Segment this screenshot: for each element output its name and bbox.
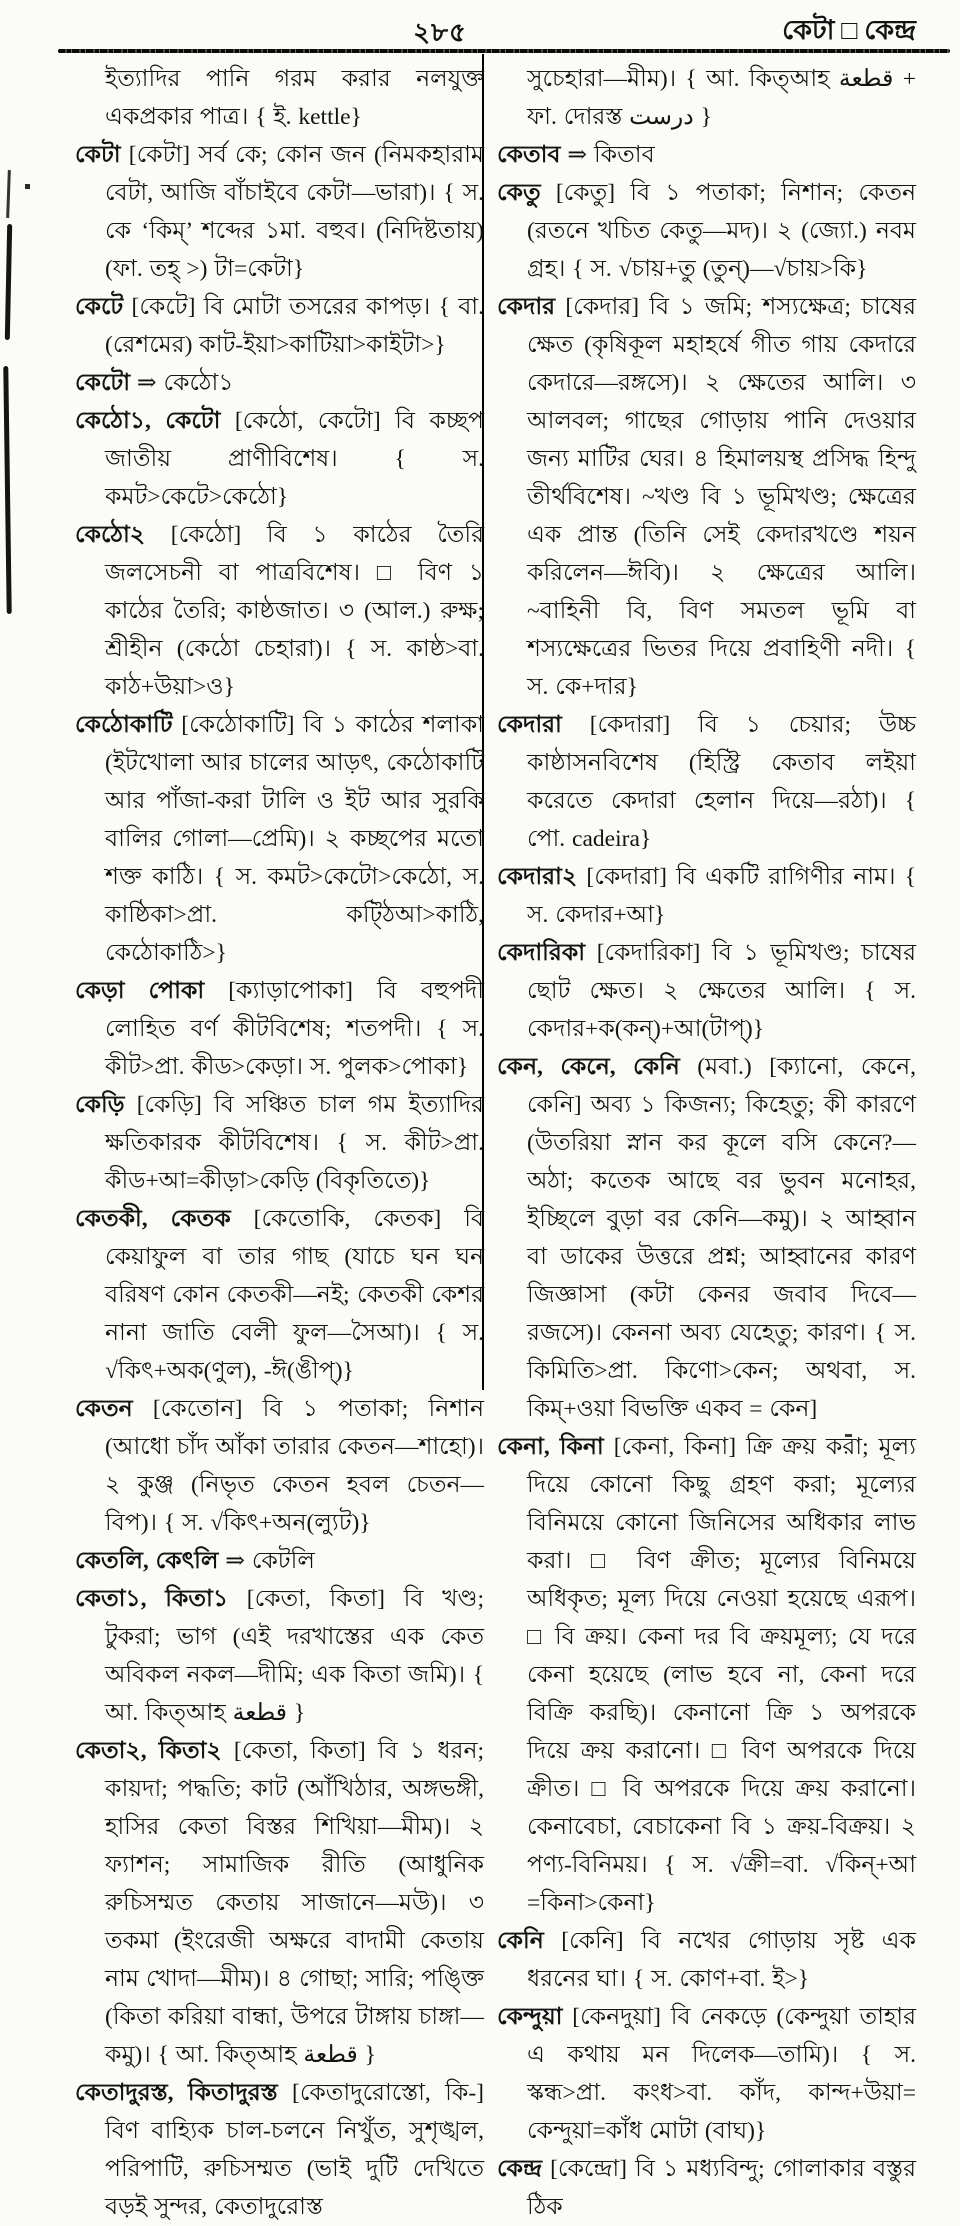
scan-artifact-streak — [3, 366, 11, 614]
dictionary-entry — [497, 858, 916, 934]
entry-body: [কেদারিকা] বি ১ ভূমিখণ্ড; চাষের ছোট ক্ষেত। ২ ক্ষেতের আলি। { স. কেদার+ক(কন্)+আ(টাপ্)} — [527, 940, 916, 1042]
dictionary-entry — [497, 1048, 916, 1428]
entry-body: [কেতোন] বি ১ পতাকা; নিশান (আধো চাঁদ আঁকা তারার কেতন—শাহো)। ২ কুঞ্জ (নিভৃত কেতন হবল চেতন—বিপ)। { স. √কিৎ+অন(ল্যুট)} — [105, 1396, 484, 1536]
headword: কেতা২, কিতা২ — [75, 1738, 222, 1764]
dictionary-entry — [75, 516, 484, 706]
entry-body: [কেতা, কিতা] বি খণ্ড; টুকরা; ভাগ (এই দরখাস্তের এক কেত অবিকল নকল—দীমি; এক কিতা জমি)। { আ. কিত্আহ قطعة } — [105, 1586, 484, 1726]
entry-body: ⇒ কেটলি — [218, 1548, 315, 1574]
entry-body: [ক্যাড়াপোকা] বি বহুপদী লোহিত বর্ণ কীটবিশেষ; শতপদী। { স. কীট>প্রা. কীড>কেড়া। স. পুলক>পোকা} — [105, 978, 484, 1080]
left-column — [75, 60, 484, 2226]
entry-body: সুচেহারা—মীম)। { আ. কিত্আহ قطعة + ফা. দোরস্ত درست } — [527, 66, 916, 130]
entry-body: [কেদারা] বি ১ চেয়ার; উচ্চ কাষ্ঠাসনবিশেষ (হিস্ট্রি কেতাব লইয়া করেতে কেদারা হেলান দিয়ে—রঠা)। { পো. cadeira} — [527, 712, 916, 852]
entry-body: ইত্যাদির পানি গরম করার নলযুক্ত একপ্রকার পাত্র। { ই. kettle} — [105, 66, 484, 130]
headword: কেতলি, কেৎলি — [75, 1548, 219, 1574]
dictionary-entry — [497, 934, 916, 1048]
dictionary-entry — [497, 706, 916, 858]
dictionary-entry — [75, 1542, 484, 1580]
headword: কেতন — [75, 1396, 133, 1422]
scan-artifact-dot — [25, 184, 30, 189]
entry-body: [কেনা, কিনা] ক্রি ক্রয় করা; মূল্য দিয়ে কোনো কিছু গ্রহণ করা; মূল্যের বিনিময়ে কোনো জিনিসের অধিকার লাভ করা। □ বিণ ক্রীত; মূল্যের বিনিময়ে অধিকৃত; মূল্য দিয়ে নেওয়া হয়েছে এরূপ। □ বি ক্রয়। কেনা দর বি ক্রয়মূল্য; যে দরে কেনা হয়েছে (লাভ হবে না, কেনা দরে বিক্রি করছি)। কেনানো ক্রি ১ অপরকে দিয়ে ক্রয় করানো। □ বিণ অপরকে দিয়ে ক্রীত। □ বি অপরকে দিয়ে ক্রয় করানো। কেনাবেচা, বেচাকেনা বি ১ ক্রয়-বিক্রয়। ২ পণ্য-বিনিময়। { স. √ক্রী=বা. √কিন্+আ =কিনা>কেনা} — [527, 1434, 916, 1916]
right-column — [497, 60, 916, 2226]
dictionary-entry — [75, 288, 484, 364]
dictionary-entry — [497, 136, 916, 174]
headword: কেটো — [75, 370, 131, 396]
entry-body: [কেদারা] বি একটি রাগিণীর নাম। { স. কেদার+আ} — [527, 864, 916, 928]
entry-body: [কেঠোকাটি] বি ১ কাঠের শলাকা (ইটখোলা আর চালের আড়ৎ, কেঠোকাটি আর পাঁজা-করা টালি ও ইট আর সুরকি বালির গোলা—প্রেমি)। ২ কচ্ছপের মতো শক্ত কাঠি। { স. কমট>কেটো>কেঠো, স. কাষ্ঠিকা>প্রা. কট্ঠিআ>কাঠি, কেঠোকাঠি>} — [105, 712, 484, 966]
dictionary-entry — [75, 364, 484, 402]
scan-artifact-streak — [6, 170, 11, 218]
dictionary-entry — [497, 2150, 916, 2226]
headword: কেড়া পোকা — [75, 978, 205, 1004]
headword: কেতু — [497, 180, 541, 206]
entry-body: [কেতাদুরোস্তো, কি-] বিণ বাহ্যিক চাল-চলনে নিখুঁত, সুশৃঙ্খল, পরিপাটি, রুচিসম্মত (ভাই দুটি দেখিতে বড়ই সুন্দর, কেতাদুরোস্ত — [105, 2080, 484, 2220]
entry-body: ⇒ কেঠো১ — [130, 370, 234, 396]
dictionary-entry — [497, 174, 916, 288]
page-number: ২৮৫ — [413, 18, 467, 47]
header-rule — [58, 49, 950, 53]
entry-body: [কেঠো, কেটো] বি কচ্ছপ জাতীয় প্রাণীবিশেষ। { স. কমট>কেটে>কেঠো} — [105, 408, 484, 510]
entry-body: [কেটে] বি মোটা তসরের কাপড়। { বা. (রেশমের) কাট-ইয়া>কাটিয়া>কাইটা>} — [105, 294, 484, 358]
entry-body: (মবা.) [ক্যানো, কেনে, কেনি] অব্য ১ কিজন্য; কিহেতু; কী কারণে (উতরিয়া স্নান কর কূলে বসি কেনে?—অঠা; কতেক আছে বর ভুবন মনোহর, ইচ্ছিলে বুড়া বর কেনি—কমু)। ২ আহ্বান বা ডাকের উত্তরে প্রশ্ন; আহ্বানের কারণ জিজ্ঞাসা (কটা কেনর জবাব দিবে—রজসে)। কেননা অব্য যেহেতু; কারণ। { স. কিমিতি>প্রা. কিণো>কেন; অথবা, স. কিম্+ওয়া বিভক্তি একব = কেন] — [527, 1054, 917, 1422]
dictionary-entry — [75, 972, 484, 1086]
entry-body: [কেতা, কিতা] বি ১ ধরন; কায়দা; পদ্ধতি; কাট (আঁখিঠার, অঙ্গভঙ্গী, হাসির কেতা বিস্তর শিখিয়া—মীম)। ২ ফ্যাশন; সামাজিক রীতি (আধুনিক রুচিসম্মত কেতায় সাজানে—মউ)। ৩ তকমা (ইংরেজী অক্ষরে বাদামী কেতায় নাম খোদা—মীম)। ৪ গোছা; সারি; পঙ্ক্তি (কিতা করিয়া বান্ধা, উপরে টাঙ্গায় চাঙ্গা—কমু)। { আ. কিত্আহ قطعة } — [105, 1738, 485, 2068]
entry-body: ⇒ কিতাব — [560, 142, 655, 168]
entry-body: [কেটা] সর্ব কে; কোন জন (নিমকহারাম বেটা, আজি বাঁচাইবে কেটা—ভারা)। { স. কে ‘কিম্’ শব্দের ১মা. বহুব। (নিদিষ্টতায়) (ফা. তহ্ >) টা=কেটা} — [105, 142, 484, 282]
entry-body: [কেন্দ্রো] বি ১ মধ্যবিন্দু; গোলাকার বস্তুর ঠিক — [527, 2156, 916, 2220]
entry-body: [কেড়ি] বি সঞ্চিত চাল গম ইত্যাদির ক্ষতিকারক কীটবিশেষ। { স. কীট>প্রা. কীড+আ=কীড়া>কেড়ি (বিকৃতিতে)} — [105, 1092, 484, 1194]
headword: কেটা — [75, 142, 121, 168]
dictionary-entry — [75, 402, 484, 516]
scan-artifact-streak — [5, 224, 12, 340]
dictionary-entry — [497, 288, 916, 706]
headword: কেন্দ্র — [497, 2156, 542, 2182]
entry-body: [কেনদুয়া] বি নেকড়ে (কেন্দুয়া তাহার এ কথায় মন দিলেক—তামি)। { স. স্কন্ধ>প্রা. কংধ>বা. কাঁদ, কান্দ+উয়া= কেন্দুয়া=কাঁধ মোটা (বাঘ)} — [527, 2004, 916, 2144]
guide-words: কেটা □ কেন্দ্র — [782, 15, 916, 45]
dictionary-entry — [75, 1200, 484, 1390]
entry-body: [কেতোকি, কেতক] বি কেয়াফুল বা তার গাছ (যাচে ঘন ঘন বরিষণ কোন কেতকী—নই; কেতকী কেশর নানা জাতি বেলী ফুল—সৈআ)। { স. √কিৎ+অক(ণুল), -ঈ(ঙীপ্)} — [105, 1206, 484, 1384]
headword: কেঠো১, কেটো — [75, 408, 221, 434]
dictionary-entry — [75, 1390, 484, 1542]
dictionary-entry — [75, 1086, 484, 1200]
dictionary-entry — [75, 1580, 484, 1732]
dictionary-entry — [75, 60, 484, 136]
headword: কেঠোকাটি — [75, 712, 173, 738]
entry-body: [কেনি] বি নখের গোড়ায় সৃষ্ট এক ধরনের ঘা। { স. কোণ+বা. ই>} — [527, 1928, 916, 1992]
dictionary-entry — [497, 60, 916, 136]
headword: কেতাব — [497, 142, 561, 168]
dictionary-entry — [75, 136, 484, 288]
dictionary-entry — [497, 1428, 916, 1922]
headword: কেড়ি — [75, 1092, 125, 1118]
headword: কেঠো২ — [75, 522, 146, 548]
headword: কেনা, কিনা — [497, 1434, 604, 1460]
entry-body: [কেতু] বি ১ পতাকা; নিশান; কেতন (রতনে খচিত কেতু—মদ)। ২ (জ্যো.) নবম গ্রহ। { স. √চায়+তু (তুন্)—√চায়>কি} — [527, 180, 916, 282]
entry-body: [কেঠো] বি ১ কাঠের তৈরি জলসেচনী বা পাত্রবিশেষ। □ বিণ ১ কাঠের তৈরি; কাষ্ঠজাত। ৩ (আল.) রুক্ষ; শ্রীহীন (কেঠো চেহারা)। { স. কাষ্ঠ>বা. কাঠ+উয়া>ও} — [105, 522, 484, 700]
headword: কেনি — [497, 1928, 544, 1954]
headword: কেদারিকা — [497, 940, 586, 966]
dictionary-entry — [75, 706, 484, 972]
headword: কেদারা — [497, 712, 562, 738]
dictionary-entry — [497, 1998, 916, 2150]
dictionary-entry — [75, 2074, 484, 2226]
headword: কেন্দুয়া — [497, 2004, 563, 2030]
headword: কেদারা২ — [497, 864, 578, 890]
headword: কেতা১, কিতা১ — [75, 1586, 229, 1612]
dictionary-entry — [497, 1922, 916, 1998]
headword: কেতকী, কেতক — [75, 1206, 231, 1232]
dictionary-entry — [75, 1732, 484, 2074]
entry-body: [কেদার] বি ১ জমি; শস্যক্ষেত্র; চাষের ক্ষেত (কৃষিকূল মহাহর্ষে গীত গায় কেদারে কেদারে—রঙ্গসে)। ২ ক্ষেতের আলি। ৩ আলবল; গাছের গোড়ায় পানি দেওয়ার জন্য মাটির ঘের। ৪ হিমালয়স্থ প্রসিদ্ধ হিন্দু তীর্থবিশেষ। ~খণ্ড বি ১ ভূমিখণ্ড; ক্ষেত্রের এক প্রান্ত (তিনি সেই কেদারখণ্ডে শয়ন করিলেন—ঈবি)। ২ ক্ষেত্রের আলি। ~বাহিনী বি, বিণ সমতল ভূমি বা শস্যক্ষেত্রের ভিতর দিয়ে প্রবাহিণী নদী। { স. কে+দার} — [527, 294, 916, 700]
headword: কেদার — [497, 294, 556, 320]
headword: কেটে — [75, 294, 124, 320]
headword: কেন, কেনে, কেনি — [497, 1054, 680, 1080]
headword: কেতাদুরস্ত, কিতাদুরস্ত — [75, 2080, 278, 2106]
